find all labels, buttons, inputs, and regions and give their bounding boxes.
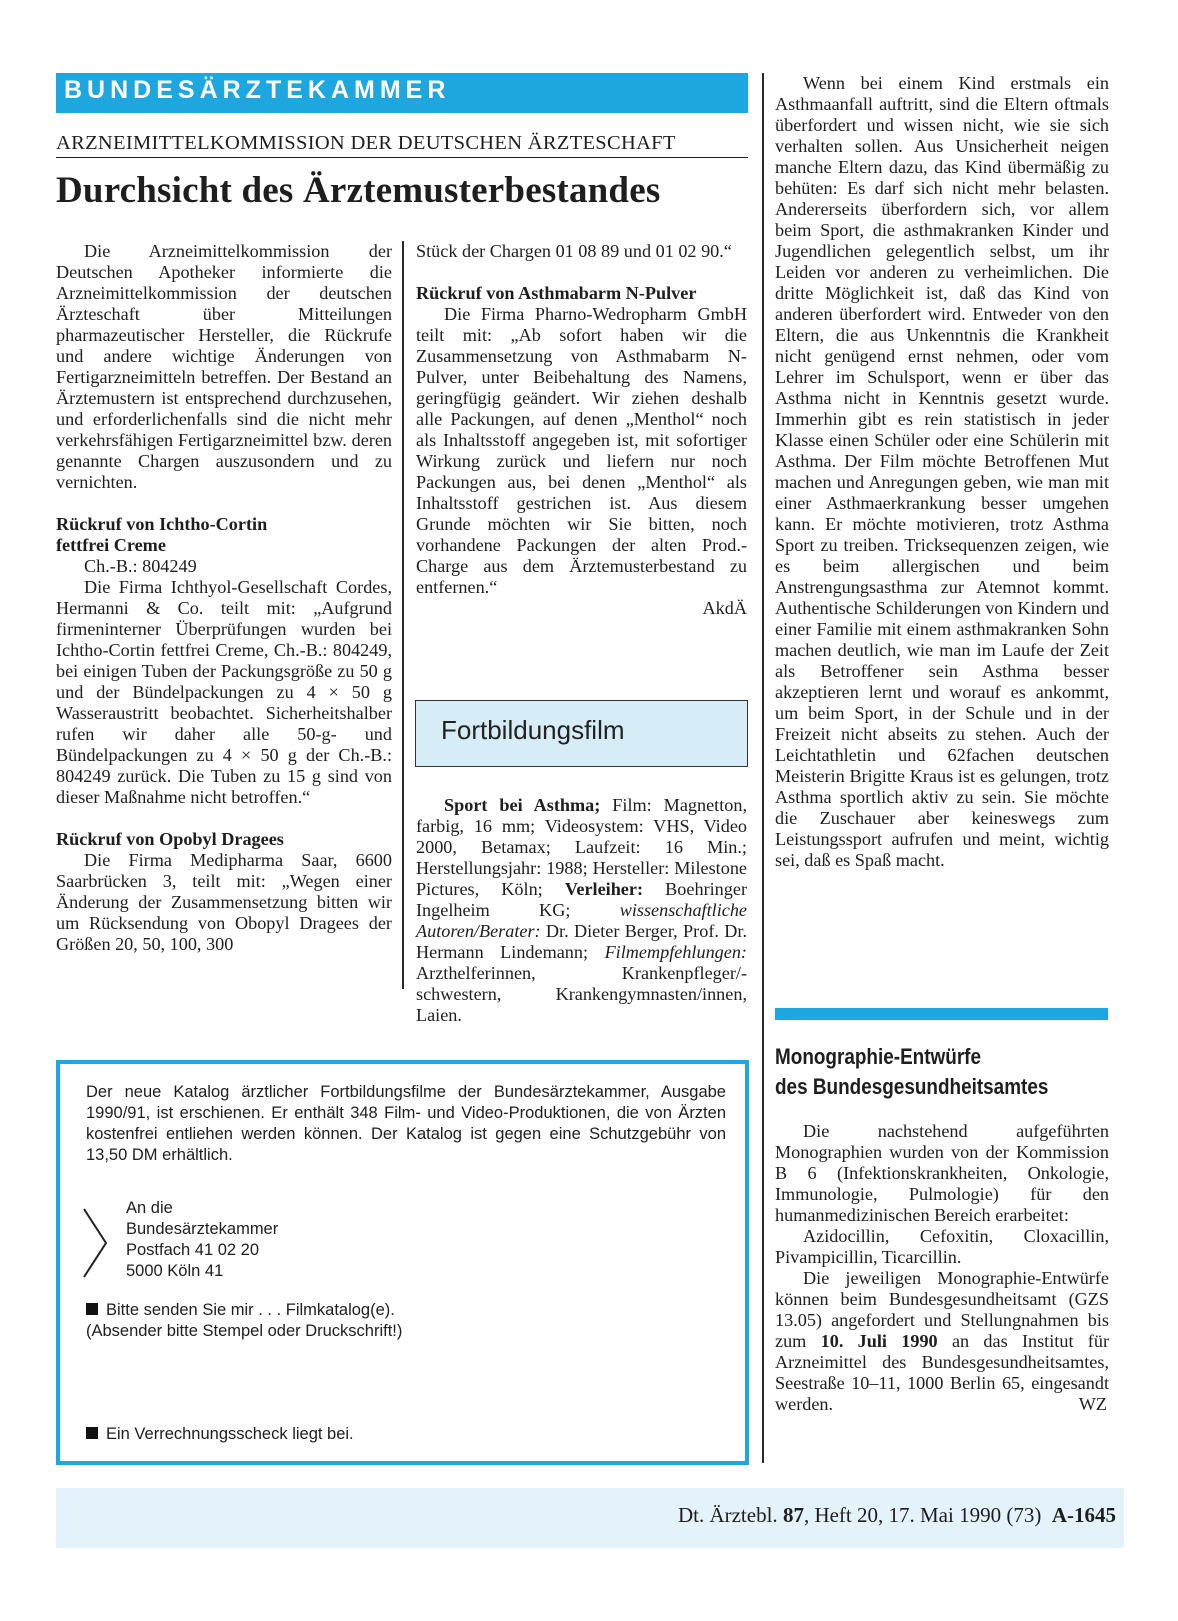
section-banner <box>56 73 748 113</box>
recall-paragraph-opobyl-cont: Stück der Chargen 01 08 89 und 01 02 90.“ <box>416 241 732 261</box>
recall-heading-ichtho-line1: Rückruf von Ichtho-Cortin <box>56 514 268 534</box>
article-headline: Durchsicht des Ärztemusterbestandes <box>56 170 661 211</box>
address-line: An die <box>126 1199 173 1217</box>
order-note: (Absender bitte Stempel oder Druckschrift!) <box>86 1322 403 1340</box>
footer-volume: 87 <box>782 1503 804 1527</box>
film-description <box>416 795 747 1026</box>
film-distributor: Boehringer Ingelheim KG; <box>416 879 747 920</box>
order-catalog-option[interactable] <box>86 1300 395 1321</box>
monograph-paragraph-2 <box>775 1268 1109 1415</box>
page-footer <box>56 1488 1124 1548</box>
monograph-text-b: an das Institut für Arzneimittel des Bundesgesundheitsamtes, Seestraße 10–11, 1000 Berlin 65, eingesandt werden. <box>775 1331 1109 1414</box>
charge-number: Ch.-B.: 804249 <box>84 556 197 576</box>
film-title: Sport bei Asthma; <box>444 795 601 815</box>
recall-paragraph-opobyl: Die Firma Medipharma Saar, 6600 Saarbrücken 3, teilt mit: „Wegen einer Änderung der Zusammensetzung bitten wir um Rücksendung von Obopyl Dragees der Größen 20, 50, 100, 300 <box>56 850 392 954</box>
catalog-announcement: Der neue Katalog ärztlicher Fortbildungsfilme der Bundesärztekammer, Ausgabe 1990/91, ist erschienen. Er enthält 348 Film- und Video-Produktionen, die von Ärzten kostenfrei entliehen werden können. Der Katalog ist gegen eine Schutzgebühr von 13,50 DM erhältlich. <box>86 1083 726 1164</box>
monograph-paragraph-1: Die nachstehend aufgeführten Monographien wurden von der Kommission B 6 (Infektionskrankheiten, Onkologie, Immunologie, Pulmologie) für den humanmedizinischen Bereich erarbeitet: <box>775 1121 1109 1225</box>
article-column-3 <box>775 73 1109 871</box>
column-divider <box>402 241 404 989</box>
section-divider-bar <box>775 1008 1108 1020</box>
recall-heading-ichtho-line2: fettfrei Creme <box>56 535 166 555</box>
address-arrow-icon <box>82 1207 110 1279</box>
footer-journal: Dt. Ärztebl. <box>677 1503 783 1527</box>
address-line: Postfach 41 02 20 <box>126 1241 260 1259</box>
article-column-2 <box>416 241 747 619</box>
film-recommendation: Arzthelferinnen, Krankenpfleger/-schwestern, Krankengymnasten/innen, Laien. <box>416 963 747 1025</box>
monograph-title-line2: des Bundesgesundheitsamtes <box>775 1074 1049 1099</box>
monograph-title-line1: Monographie-Entwürfe <box>775 1044 982 1069</box>
film-authors-label: wissenschaftliche Autoren/Berater: <box>416 900 747 941</box>
film-section-title: Fortbildungsfilm <box>441 715 625 745</box>
mailing-address <box>126 1198 278 1282</box>
recall-paragraph-ichtho: Die Firma Ichthyol-Gesellschaft Cordes, Hermanni & Co. teilt mit: „Aufgrund firmeninterner Überprüfungen wurden bei Ichtho-Cortin fettfrei Creme, Ch.-B.: 804249, bei einigen Tuben der Packungsgröße zu 50 g und der Bündelpackungen zu 4 × 50 g Wasseraustritt beobachtet. Sicherheitshalber rufen wir daher alle 50-g- und Bündelpackungen zu 4 × 50 g der Ch.-B.: 804249 zurück. Die Tuben zu 15 g sind von dieser Maßnahme nicht betroffen.“ <box>56 577 392 807</box>
film-section-box <box>415 700 748 767</box>
author-sign-wz: WZ <box>1078 1394 1107 1414</box>
film-recommendation-label: Filmempfehlungen: <box>604 942 747 962</box>
recall-paragraph-asthmabarm: Die Firma Pharno-Wedropharm GmbH teilt mit: „Ab sofort haben wir die Zusammensetzung von Asthmabarm N-Pulver, unter Beibehaltung des Namens, geringfügig geändert. Wir ziehen deshalb alle Packungen, auf denen „Menthol“ noch als Inhaltsstoff angegeben ist, mit sofortiger Wirkung zurück und liefern nur noch Packungen aus, bei denen „Menthol“ als Inhaltsstoff gestrichen ist. Aus diesem Grunde möchten wir Sie bitten, noch vorhandene Packungen der alten Prod.-Charge aus dem Ärztemusterbestand zu entfernen.“ <box>416 304 747 597</box>
monograph-text-a: Die jeweiligen Monographie-Entwürfe können beim Bundesgesundheitsamt (GZS 13.05) angefordert und Stellungnahmen bis zum <box>775 1268 1109 1351</box>
address-line: Bundesärztekammer <box>126 1220 279 1238</box>
film-distributor-label: Verleiher: <box>564 879 644 899</box>
checkbox-square-icon[interactable] <box>86 1427 98 1439</box>
film-details: Film: Magnetton, farbig, 16 mm; Videosystem: VHS, Video 2000, Betamax; Laufzeit: 16 Min.; Herstellungsjahr: 1988; Hersteller: Milestone Pictures, Köln; <box>416 795 748 899</box>
cheque-enclosed-option[interactable] <box>86 1424 354 1445</box>
film-review-paragraph: Wenn bei einem Kind erstmals ein Asthmaanfall auftritt, sind die Eltern oftmals überfordert und wissen nicht, wie sie sich verhalten sollen. Aus Unsicherheit neigen manche Eltern dazu, das Kind übermäßig zu behüten: Es darf sich nicht mehr belasten. Andererseits überfordern sich, vor allem beim Sport, die asthmakranken Kinder und Jugendlichen gelegentlich selbst, um ihr Leiden vor anderen zu verheimlichen. Die dritte Möglichkeit ist, daß das Kind von anderen überfordert wird. Entweder von den Eltern, die aus Unkenntnis die Krankheit nicht genügend ernst nehmen, oder vom Lehrer im Schulsport, wenn er über das Asthma nicht in Kenntnis gesetzt wurde. Immerhin gibt es rein statistisch in jeder Klasse einen Schüler oder eine Schülerin mit Asthma. Der Film möchte Betroffenen Mut machen und Anregungen geben, wie man mit einer Asthmaerkrankung besser umgehen kann. Er möchte motivieren, trotz Asthma Sport zu treiben. Tricksequenzen zeigen, wie es beim allergischen und beim Anstrengungsasthma zur Atemnot kommt. Authentische Schilderungen von Kindern und einer Familie mit einem asthmakranken Sohn machen deutlich, wie man im Laufe der Zeit als Betroffener sein Asthma besser akzeptieren lernt und worauf es ankommt, um beim Sport, in der Schule und in der Freizeit nicht abseits zu stehen. Auch der Leichtathletin und 62fachen deutschen Meisterin Brigitte Kraus ist es gelungen, trotz Asthma sportlich aktiv zu sein. Sie möchte die Zuschauer aber keineswegs zum Leistungssport aufrufen und meint, wichtig sei, daß es Spaß macht. <box>775 73 1109 870</box>
banner-title: BUNDESÄRZTEKAMMER <box>64 76 451 104</box>
footer-issue: , Heft 20, 17. Mai 1990 (73) <box>803 1503 1042 1527</box>
footer-page-number: A-1645 <box>1051 1503 1116 1527</box>
recall-heading-asthmabarm: Rückruf von Asthmabarm N-Pulver <box>416 283 697 303</box>
column-divider <box>762 73 764 1463</box>
author-sign-akda: AkdÄ <box>702 598 747 618</box>
article-column-1 <box>56 241 392 955</box>
monograph-deadline: 10. Juli 1990 <box>820 1331 938 1351</box>
monograph-section-title <box>775 1042 1062 1102</box>
footer-citation <box>678 1503 1116 1528</box>
catalog-order-box <box>56 1060 749 1465</box>
monograph-drug-list: Azidocillin, Cefoxitin, Cloxacillin, Pivampicillin, Ticarcillin. <box>775 1226 1109 1267</box>
film-authors: Dr. Dieter Berger, Prof. Dr. Hermann Lindemann; <box>416 921 747 962</box>
address-line: 5000 Köln 41 <box>126 1262 224 1280</box>
order-catalog-label: Bitte senden Sie mir . . . Filmkatalog(e). <box>106 1301 395 1319</box>
intro-paragraph: Die Arzneimittelkommission der Deutschen Apotheker informierte die Arzneimittelkommission der deutschen Ärzteschaft über Mitteilungen pharmazeutischer Hersteller, die Rückrufe und andere wichtige Änderungen von Fertigarzneimitteln betreffen. Der Bestand an Ärztemustern ist entsprechend durchzusehen, und erforderlichenfalls sind die nicht mehr verkehrsfähigen Fertigarzneimittel bzw. deren genannte Chargen auszusondern und zu vernichten. <box>56 241 392 492</box>
cheque-enclosed-label: Ein Verrechnungsscheck liegt bei. <box>106 1425 354 1443</box>
recall-heading-opobyl: Rückruf von Opobyl Dragees <box>56 829 284 849</box>
monograph-article <box>775 1121 1109 1415</box>
section-subheading: ARZNEIMITTELKOMMISSION DER DEUTSCHEN ÄRZTESCHAFT <box>56 132 748 158</box>
checkbox-square-icon[interactable] <box>86 1303 98 1315</box>
